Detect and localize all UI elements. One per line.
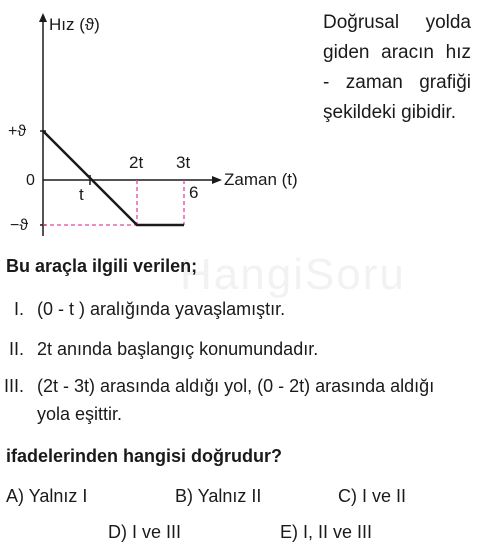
description-line: giden aracın hız: [323, 42, 471, 63]
y-tick-plus-v: +ϑ: [8, 123, 27, 140]
x-tick-t: t: [79, 185, 84, 204]
option-b[interactable]: B) Yalnız II: [175, 486, 262, 506]
option-c[interactable]: C) I ve II: [338, 486, 407, 506]
x-tick-3t: 3t: [176, 153, 191, 172]
question-prompt: ifadelerinden hangisi doğrudur?: [6, 446, 283, 466]
y-axis-label: Hız (ϑ): [49, 15, 100, 34]
statement-number: II.: [9, 339, 25, 359]
velocity-time-graph: [0, 0, 320, 240]
x-axis-label: Zaman (t): [224, 170, 298, 189]
statement-text: (2t - 3t) arasında aldığı yol, (0 - 2t) arasında aldığı: [37, 376, 435, 396]
y-tick-minus-v: −ϑ: [10, 217, 29, 234]
velocity-line: [43, 131, 184, 225]
graph-marker: 6: [189, 183, 199, 202]
description-line: - zaman grafiği: [323, 72, 471, 93]
option-a[interactable]: A) Yalnız I: [6, 486, 88, 506]
statement-text: (0 - t ) aralığında yavaşlamıştır.: [37, 299, 286, 319]
y-tick-zero: 0: [26, 172, 35, 189]
x-axis-arrow: [212, 176, 222, 184]
statement-text: yola eşittir.: [37, 404, 123, 424]
question-stem: Bu araçla ilgili verilen;: [6, 256, 198, 276]
statement-number: III.: [4, 376, 25, 396]
y-axis-arrow: [39, 13, 47, 22]
option-e[interactable]: E) I, II ve III: [280, 522, 373, 542]
statement-number: I.: [14, 299, 25, 319]
problem-description: [323, 8, 471, 128]
description-line: şekildeki gibidir.: [323, 102, 457, 123]
option-d[interactable]: D) I ve III: [108, 522, 182, 542]
x-tick-2t: 2t: [129, 153, 144, 172]
watermark: HangiSoru: [180, 250, 406, 299]
description-line: Doğrusal yolda: [323, 12, 471, 33]
statement-text: 2t anında başlangıç konumundadır.: [37, 339, 319, 359]
